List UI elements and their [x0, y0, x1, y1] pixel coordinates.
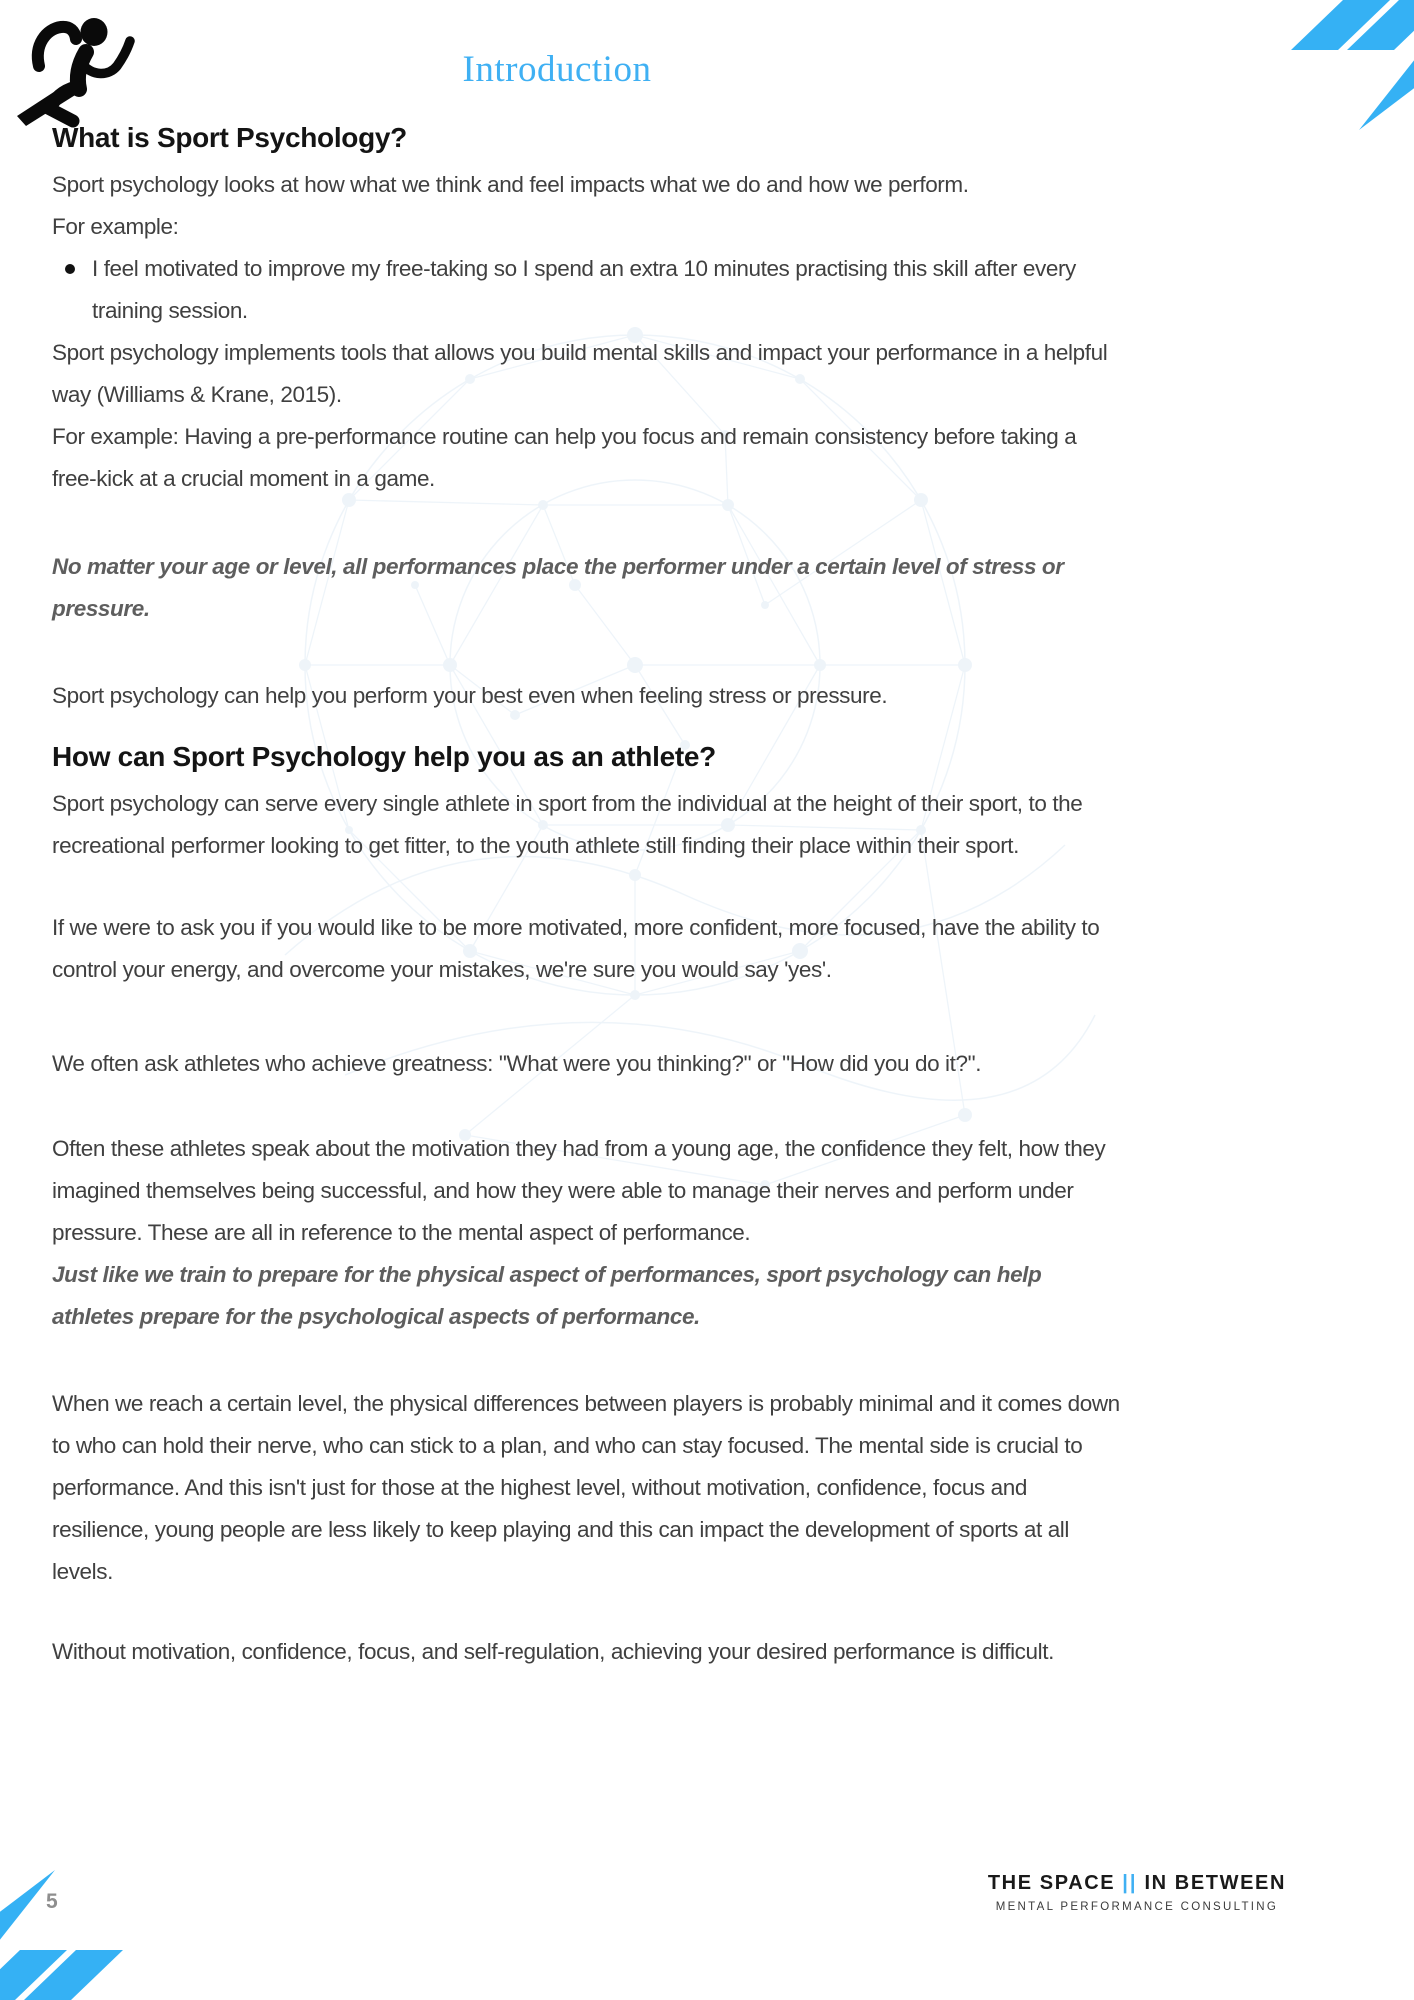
bullet-icon [65, 264, 75, 274]
paragraph: When we reach a certain level, the physical differences between players is probably minimal and it comes down to who can hold their nerve, who can stick to a plan, and who can stay focused. The mental side is crucial to performance. And this isn't just for those at the highest level, without motivation, confidence, focus and resilience, young people are less likely to keep playing and this can impact the development of sports at all levels. [52, 1391, 1120, 1584]
paragraph-line: For example: Having a pre-performance routine can help you focus and remain consistency before taking a free-kick at a crucial moment in a game. [52, 424, 1077, 491]
paragraph-line: Sport psychology implements tools that allows you build mental skills and impact your performance in a helpful way (Williams & Krane, 2015). [52, 340, 1108, 407]
logo-subtitle: MENTAL PERFORMANCE CONSULTING [995, 1901, 1279, 1913]
emphasis-paragraph: No matter your age or level, all performances place the performer under a certain level of stress or pressure. [52, 554, 1064, 621]
bullet-text: I feel motivated to improve my free-taking so I spend an extra 10 minutes practising this skill after every training session. [92, 256, 1076, 323]
section-heading-how-can-sport-psychology-help: How can Sport Psychology help you as an athlete? [52, 741, 716, 772]
brand-logo [988, 1872, 1286, 1913]
page-title: Introduction [462, 49, 652, 90]
paragraph: Without motivation, confidence, focus, and self-regulation, achieving your desired performance is difficult. [52, 1639, 1054, 1664]
logo-divider-bars: || [1122, 1872, 1138, 1894]
paragraph: Sport psychology can serve every single athlete in sport from the individual at the height of their sport, to the recreational performer looking to get fitter, to the youth athlete still finding their place within their sport. [52, 791, 1083, 858]
paragraph: We often ask athletes who achieve greatness: "What were you thinking?" or "How did you do it?". [52, 1051, 982, 1076]
paragraph [52, 164, 1120, 248]
logo-text-right: IN BETWEEN [1144, 1872, 1286, 1894]
corner-stripes-bottom-left-icon [0, 1850, 175, 2000]
paragraph: If we were to ask you if you would like to be more motivated, more confident, more focused, have the ability to control your energy, and overcome your mistakes, we're sure you would say 'yes'. [52, 915, 1100, 982]
document-body [52, 120, 1120, 1673]
paragraph: Sport psychology can help you perform your best even when feeling stress or pressure. [52, 683, 888, 708]
paragraph-line: For example: [52, 214, 179, 239]
paragraph [52, 332, 1120, 500]
page-number: 5 [46, 1890, 58, 1913]
bullet-item [92, 248, 1120, 332]
corner-stripes-top-right-icon [1239, 0, 1414, 150]
paragraph [52, 1128, 1120, 1338]
section-heading-what-is-sport-psychology: What is Sport Psychology? [52, 122, 407, 153]
paragraph-line: Sport psychology looks at how what we think and feel impacts what we do and how we perform. [52, 172, 969, 197]
paragraph-text: Often these athletes speak about the motivation they had from a young age, the confidence they felt, how they imagined themselves being successful, and how they were able to manage their nerves and perform under pressure. These are all in reference to the mental aspect of performance. [52, 1136, 1106, 1245]
bullet-list [52, 248, 1120, 332]
emphasis-paragraph: Just like we train to prepare for the physical aspect of performances, sport psychology can help athletes prepare for the psychological aspects of performance. [52, 1262, 1042, 1329]
logo-wordmark [988, 1872, 1286, 1895]
logo-text-left: THE SPACE [987, 1872, 1116, 1894]
